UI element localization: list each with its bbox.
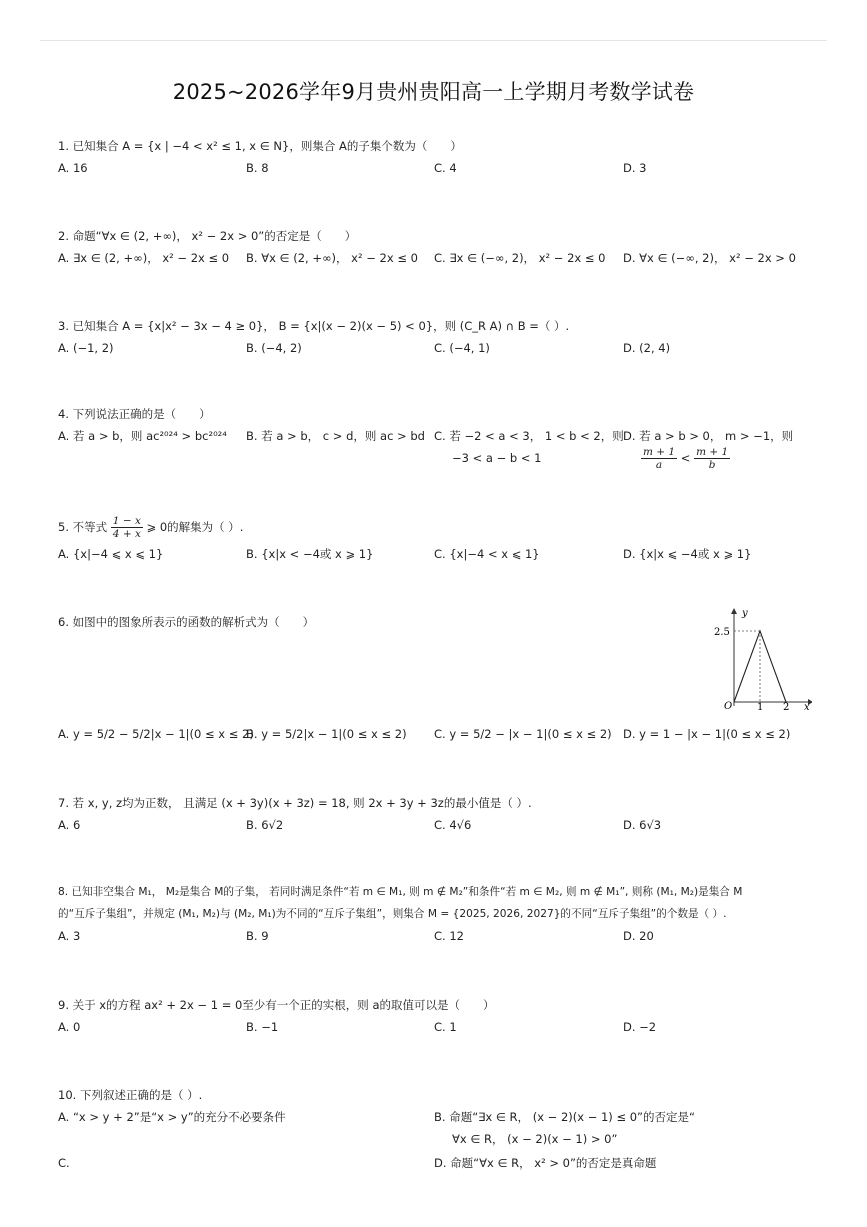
option-b[interactable]: B. 9 [246, 929, 269, 943]
option-a[interactable]: A. (−1, 2) [58, 341, 114, 355]
option-d[interactable]: D. 3 [623, 161, 647, 175]
option-c[interactable] [434, 428, 624, 466]
option-a[interactable]: A. 3 [58, 929, 81, 943]
question-stem-line1: 8. 已知非空集合 M₁， M₂是集合 M的子集， 若同时满足条件“若 m ∈ M₁, 则 m ∉ M₂”和条件“若 m ∈ M₂, 则 m ∉ M₁”, 则称 (M₁, M₂)是集合 M [58, 886, 743, 898]
option-b[interactable]: B. {x|x < −4或 x ⩾ 1} [246, 547, 374, 561]
question-stem: 5. 不等式 $\frac{1 - x}{4 + x}$ ⩾ 0的解集为（ ）. [58, 515, 244, 540]
question-stem: 3. 已知集合 A = {x|x² − 3x − 4 ≥ 0}， B = {x|(x − 2)(x − 5) < 0}，则 (C_R A) ∩ B =（ ）. [58, 319, 570, 333]
question-1 [58, 138, 818, 178]
question-stem: 7. 若 x, y, z均为正数， 且满足 (x + 3y)(x + 3z) = 18, 则 2x + 3y + 3z的最小值是（ ）. [58, 796, 532, 810]
option-a[interactable]: A. 6 [58, 818, 81, 832]
option-c[interactable]: C. (−4, 1) [434, 341, 490, 355]
option-b-line2: ∀x ∈ R， (x − 2)(x − 1) > 0” [452, 1132, 618, 1146]
option-c[interactable]: C. y = 5/2 − |x − 1|(0 ≤ x ≤ 2) [434, 727, 612, 741]
option-c[interactable]: C. 4 [434, 161, 457, 175]
option-d[interactable]: D. 命题“∀x ∈ R， x² > 0”的否定是真命题 [434, 1156, 657, 1170]
option-c[interactable]: C. 1 [434, 1020, 457, 1034]
question-stem: 4. 下列说法正确的是（ ） [58, 407, 211, 421]
option-d[interactable]: D. {x|x ⩽ −4或 x ⩾ 1} [623, 547, 752, 561]
question-stem: 2. 命题“∀x ∈ (2, +∞)， x² − 2x > 0”的否定是（ ） [58, 229, 357, 243]
less-than: < [680, 451, 691, 465]
question-4 [58, 406, 818, 472]
option-b[interactable]: B. ∀x ∈ (2, +∞)， x² − 2x ≤ 0 [246, 251, 418, 265]
y-tick-label: 2.5 [714, 627, 730, 638]
option-a[interactable]: A. 16 [58, 161, 88, 175]
fraction-left: $\frac{m + 1}{a}$ [643, 446, 676, 471]
option-b[interactable]: B. 6√2 [246, 818, 284, 832]
option-c[interactable]: C. {x|−4 < x ⩽ 1} [434, 547, 540, 561]
option-b[interactable]: B. −1 [246, 1020, 279, 1034]
option-d[interactable]: D. 6√3 [623, 818, 662, 832]
page-title: 2025~2026学年9月贵州贵阳高一上学期月考数学试卷 [172, 80, 695, 104]
question-2 [58, 228, 818, 268]
option-c[interactable]: C. [58, 1156, 70, 1170]
x-tick-label-1: 1 [757, 702, 764, 710]
option-c[interactable]: C. 12 [434, 929, 464, 943]
option-b[interactable]: B. y = 5/2|x − 1|(0 ≤ x ≤ 2) [246, 727, 407, 741]
option-c[interactable]: C. 4√6 [434, 818, 472, 832]
option-d[interactable] [623, 428, 793, 471]
option-b[interactable]: B. (−4, 2) [246, 341, 302, 355]
question-stem: 9. 关于 x的方程 ax² + 2x − 1 = 0至少有一个正的实根，则 a的取值可以是（ ） [58, 998, 495, 1012]
x-axis-label: x [804, 702, 810, 710]
option-c-line1: C. 若 −2 < a < 3， 1 < b < 2，则 [434, 429, 624, 443]
x-tick-label-2: 2 [783, 702, 790, 710]
option-d[interactable]: D. y = 1 − |x − 1|(0 ≤ x ≤ 2) [623, 727, 791, 741]
question-9 [58, 997, 818, 1037]
option-d[interactable]: D. −2 [623, 1020, 657, 1034]
option-a[interactable]: A. y = 5/2 − 5/2|x − 1|(0 ≤ x ≤ 2) [58, 727, 254, 741]
question-5 [58, 515, 818, 564]
y-axis-label: y [742, 608, 748, 619]
option-d-line1: D. 若 a > b > 0， m > −1，则 [623, 429, 794, 443]
question-7 [58, 795, 818, 835]
question-6 [58, 614, 818, 630]
inequality-fraction: $\frac{1 - x}{4 + x}$ [112, 515, 141, 540]
origin-label: O [724, 701, 733, 710]
option-b-line1: B. 命题“∃x ∈ R， (x − 2)(x − 1) ≤ 0”的否定是“ [434, 1110, 695, 1124]
option-a[interactable]: A. “x > y + 2”是“x > y”的充分不必要条件 [58, 1110, 286, 1124]
option-d[interactable]: D. (2, 4) [623, 341, 671, 355]
question-8 [58, 884, 818, 946]
option-a[interactable]: A. ∃x ∈ (2, +∞)， x² − 2x ≤ 0 [58, 251, 230, 265]
option-b[interactable]: B. 若 a > b， c > d，则 ac > bd [246, 429, 425, 443]
option-c-line2: −3 < a − b < 1 [452, 451, 542, 465]
y-axis-arrow [731, 608, 737, 614]
option-c[interactable]: C. ∃x ∈ (−∞, 2)， x² − 2x ≤ 0 [434, 251, 606, 265]
option-d[interactable]: D. ∀x ∈ (−∞, 2)， x² − 2x > 0 [623, 251, 796, 265]
question-stem-line2: 的“互斥子集组”，并规定 (M₁, M₂)与 (M₂, M₁)为不同的“互斥子集组”，则集合 M = {2025, 2026, 2027}的不同“互斥子集组”的个数是（ ）. [58, 908, 727, 920]
option-a[interactable]: A. 若 a > b，则 ac²⁰²⁴ > bc²⁰²⁴ [58, 429, 227, 443]
question-stem: 1. 已知集合 A = {x | −4 < x² ≤ 1, x ∈ N}，则集合 A的子集个数为（ ） [58, 139, 462, 153]
option-d[interactable]: D. 20 [623, 929, 654, 943]
question-stem: 10. 下列叙述正确的是（ ）. [58, 1088, 203, 1102]
question-3 [58, 318, 818, 358]
question-6-options [58, 726, 818, 744]
question-stem: 6. 如图中的图象所表示的函数的解析式为（ ） [58, 615, 315, 629]
option-b[interactable] [434, 1109, 695, 1147]
option-d-line2 [623, 446, 793, 471]
function-graph [712, 606, 812, 710]
question-10 [58, 1087, 818, 1173]
option-b[interactable]: B. 8 [246, 161, 269, 175]
option-a[interactable]: A. 0 [58, 1020, 81, 1034]
header-divider [40, 40, 827, 41]
option-a[interactable]: A. {x|−4 ⩽ x ⩽ 1} [58, 547, 164, 561]
fraction-right: $\frac{m + 1}{b}$ [696, 446, 729, 471]
